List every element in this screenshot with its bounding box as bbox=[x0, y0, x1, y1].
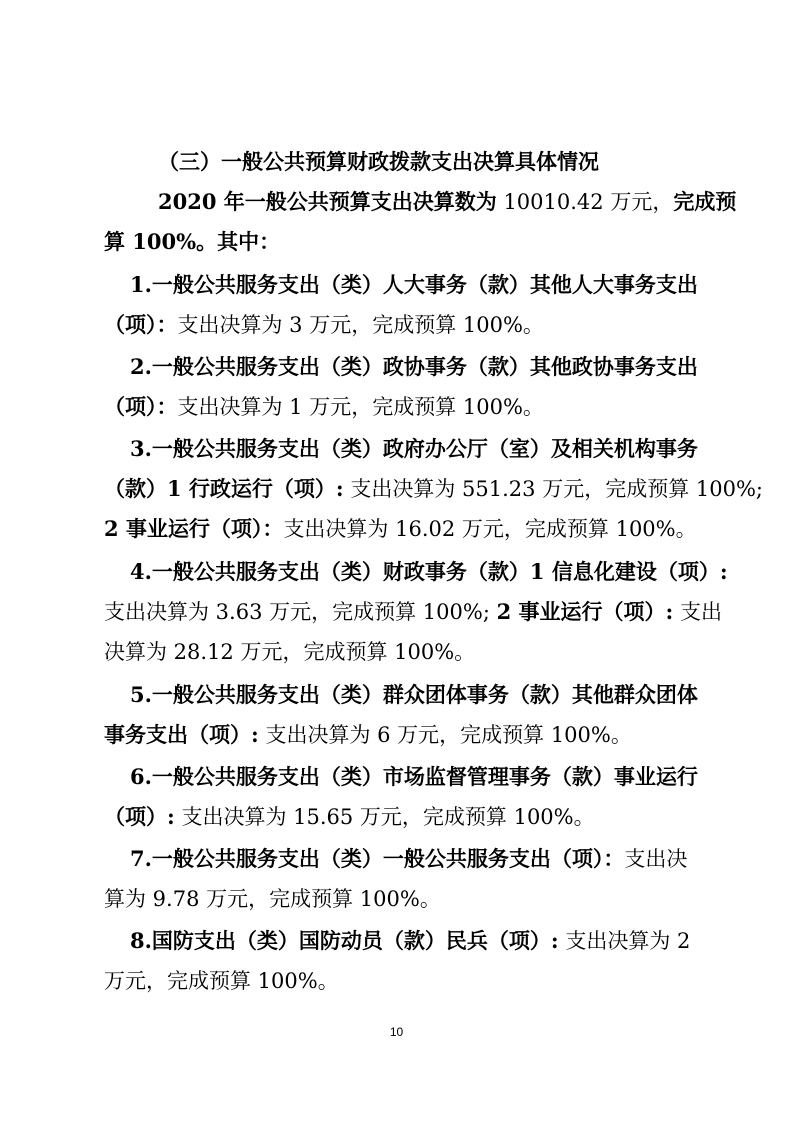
item-5-line-2 bbox=[0, 715, 793, 755]
item-7-line-2 bbox=[0, 879, 793, 919]
item-3-sub-label: 2 事业运行（项）： bbox=[104, 516, 284, 541]
item-4-line-2 bbox=[0, 592, 793, 632]
item-4-sub-label: 2 事业运行（项）: bbox=[496, 599, 674, 624]
intro-text-bold: 2020 年一般公共预算支出决算数为 bbox=[158, 189, 497, 214]
item-5-line-1 bbox=[0, 675, 793, 715]
item-8-line-2 bbox=[0, 961, 793, 1001]
item-3-label: （款）1 行政运行（项）: bbox=[104, 476, 344, 501]
item-2-title: 2.一般公共服务支出（类）政协事务（款）其他政协事务支出 bbox=[130, 354, 698, 379]
item-2-value: 支出决算为 1 万元，完成预算 100%。 bbox=[177, 395, 544, 419]
item-6-title: 6.一般公共服务支出（类）市场监督管理事务（款）事业运行 bbox=[130, 764, 698, 789]
item-5-value: 支出决算为 6 万元，完成预算 100%。 bbox=[258, 723, 632, 747]
item-1-line-1 bbox=[0, 265, 793, 305]
section-heading bbox=[0, 142, 793, 182]
intro-paragraph-line-1 bbox=[0, 182, 793, 222]
item-7-line-1 bbox=[0, 839, 793, 879]
item-8-value-end: 万元，完成预算 100%。 bbox=[104, 969, 339, 993]
item-1-label: （项）： bbox=[104, 312, 178, 337]
item-8-line-1 bbox=[0, 921, 793, 961]
intro-line-2-text: 算 100%。其中： bbox=[104, 229, 281, 254]
item-5-label: 事务支出（项）: bbox=[104, 722, 259, 747]
page-number: 10 bbox=[389, 1025, 404, 1039]
item-3-line-2 bbox=[0, 469, 793, 509]
item-8-title: 8.国防支出（类）国防动员（款）民兵（项）: bbox=[130, 928, 559, 953]
item-7-value-end: 算为 9.78 万元，完成预算 100%。 bbox=[104, 887, 441, 911]
item-3-line-3 bbox=[0, 509, 793, 549]
section-heading-text: （三）一般公共预算财政拨款支出决算具体情况 bbox=[158, 149, 599, 174]
intro-paragraph-line-2 bbox=[0, 222, 793, 262]
item-4-line-3 bbox=[0, 632, 793, 672]
item-2-label: （项）： bbox=[104, 394, 178, 419]
item-6-line-2 bbox=[0, 797, 793, 837]
item-1-line-2 bbox=[0, 305, 793, 345]
item-1-title: 1.一般公共服务支出（类）人大事务（款）其他人大事务支出 bbox=[130, 272, 698, 297]
item-4-sub-value-start: 支出 bbox=[673, 600, 722, 624]
item-3-title: 3.一般公共服务支出（类）政府办公厅（室）及相关机构事务 bbox=[130, 436, 698, 461]
item-6-value: 支出决算为 15.65 万元，完成预算 100%。 bbox=[174, 805, 595, 829]
item-8-value-start: 支出决算为 2 bbox=[558, 929, 691, 953]
item-3-sub-value: 支出决算为 16.02 万元，完成预算 100%。 bbox=[283, 517, 697, 541]
item-3-value: 支出决算为 551.23 万元，完成预算 100%; bbox=[343, 477, 763, 501]
item-2-line-1 bbox=[0, 347, 793, 387]
item-3-line-1 bbox=[0, 429, 793, 469]
item-5-title: 5.一般公共服务支出（类）群众团体事务（款）其他群众团体 bbox=[130, 682, 698, 707]
item-2-line-2 bbox=[0, 387, 793, 427]
item-1-value: 支出决算为 3 万元，完成预算 100%。 bbox=[177, 313, 544, 337]
item-4-sub-value-end: 决算为 28.12 万元，完成预算 100%。 bbox=[104, 640, 476, 664]
item-6-label: （项）: bbox=[104, 804, 175, 829]
item-7-value-start: 支出决 bbox=[624, 847, 688, 871]
item-4-line-1 bbox=[0, 552, 793, 592]
intro-amount-text: 10010.42 万元， bbox=[496, 190, 674, 214]
item-6-line-1 bbox=[0, 757, 793, 797]
item-4-title: 4.一般公共服务支出（类）财政事务（款）1 信息化建设（项）: bbox=[130, 559, 728, 584]
intro-text-bold-end: 完成预 bbox=[673, 189, 737, 214]
item-7-title: 7.一般公共服务支出（类）一般公共服务支出（项）： bbox=[130, 846, 625, 871]
item-4-value: 支出决算为 3.63 万元，完成预算 100%; bbox=[104, 600, 497, 624]
